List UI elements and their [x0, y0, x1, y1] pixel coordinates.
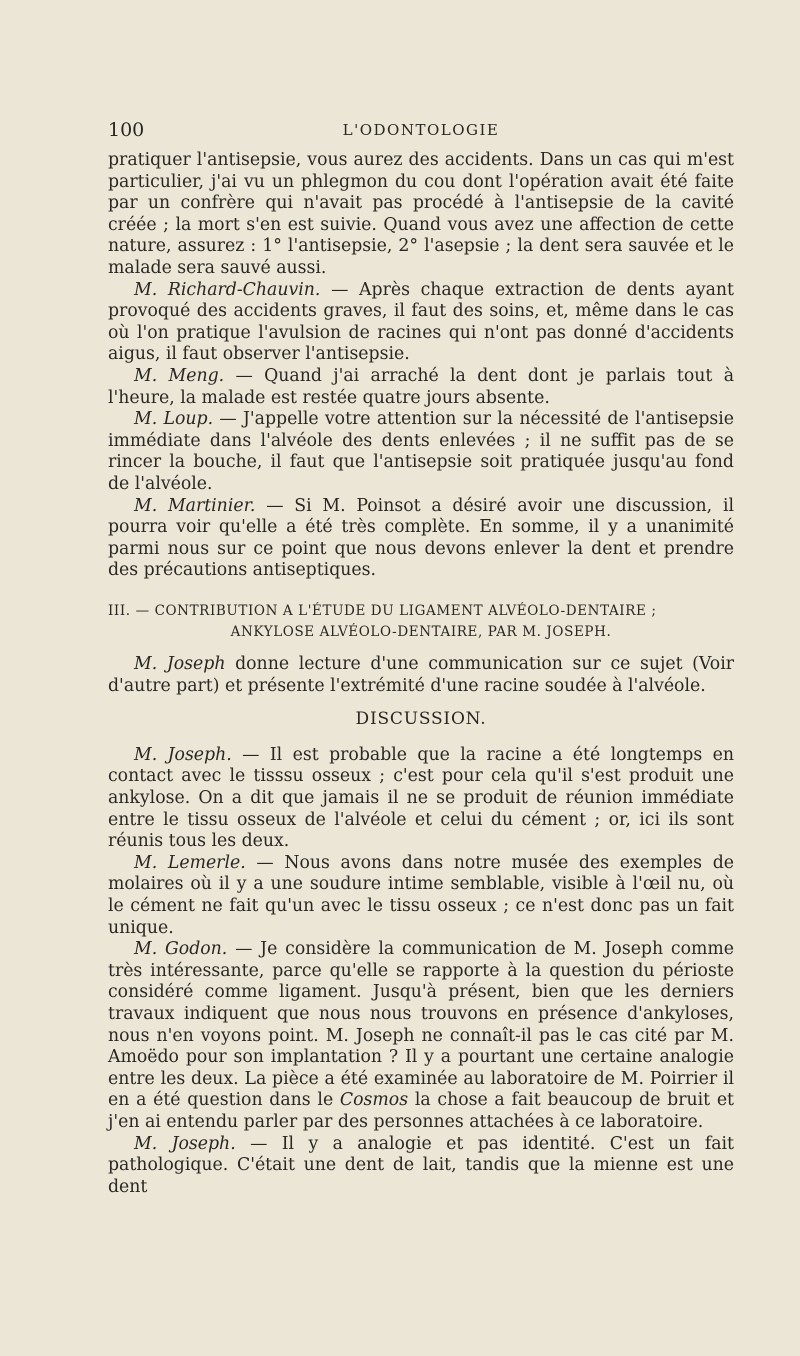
- lecture-paragraph: [108, 654, 734, 697]
- running-head: [108, 118, 734, 142]
- journal-citation: Cosmos: [339, 1090, 409, 1111]
- paragraph-text: — J'appelle votre attention sur la nécessité de l'antisepsie immédiate dans l'alvéole des dents enlevées ; il ne suffit pas de se rincer la bouche, il faut que l'antisepsie soit pratiquée jusqu'au fond de l'alvéole.: [108, 409, 735, 494]
- speaker-name: M. Meng.: [134, 365, 225, 386]
- paragraph-text: pratiquer l'antisepsie, vous aurez des accidents. Dans un cas qui m'est particulier, j'ai vu un phlegmon du cou dont l'opération avait été faite par un confrère qui n'avait pas procédé à l'antisepsie de la cavité créée ; la mort s'en est suivie. Quand vous avez une affection de cette nature, assurez : 1° l'antisepsie, 2° l'asepsie ; la dent sera sauvée et le malade sera sauvé aussi.: [108, 150, 734, 278]
- journal-title: L'ODONTOLOGIE: [342, 121, 500, 139]
- paragraph: [108, 496, 734, 582]
- page-number: 100: [108, 119, 145, 141]
- section-heading: [108, 601, 734, 644]
- discussion-paragraph: [108, 853, 734, 939]
- paragraph: [108, 366, 734, 409]
- speaker-name: M. Loup.: [134, 409, 214, 430]
- speaker-name: M. Martinier.: [134, 495, 256, 516]
- body-text: [108, 150, 734, 1198]
- paragraph: [108, 409, 734, 495]
- discussion-paragraph: [108, 745, 734, 853]
- speaker-name: M. Joseph: [134, 654, 226, 675]
- paragraph-text: donne lecture d'une communication sur ce sujet (Voir d'autre part) et présente l'extrémité d'une racine soudée à l'alvéole.: [108, 654, 734, 696]
- discussion-heading: DISCUSSION.: [355, 709, 487, 730]
- paragraph-text: — Si M. Poinsot a désiré avoir une discussion, il pourra voir qu'elle a été très complète. En somme, il y a unanimité parmi nous sur ce point que nous devons enlever la dent et prendre des précautions antiseptiques.: [108, 495, 734, 581]
- paragraph-text: — Nous avons dans notre musée des exemples de molaires où il y a une soudure intime semblable, visible à l'œil nu, où le cément ne fait qu'un avec le tissu osseux ; ce n'est donc pas un fait unique.: [108, 852, 734, 938]
- paragraph-text: — Il est probable que la racine a été longtemps en contact avec le tisssu osseux ; c'est pour cela qu'il s'est produit une ankylose. On a dit que jamais il ne se produit de réunion immédiate entre le tissu osseux de l'alvéole et celui du cément ; or, ici ils sont réunis tous les deux.: [108, 744, 735, 852]
- speaker-name: M. Lemerle.: [134, 852, 246, 873]
- paragraph-text: — Je considère la communication de M. Joseph comme très intéressante, parce qu'elle se rapporte à la question du périoste considéré comme ligament. Jusqu'à présent, bien que les derniers travaux indiquent que nous nous trouvons en présence d'ankyloses, nous n'en voyons point. M. Joseph ne connaît-il pas le cas cité par M. Amoëdo pour son implantation ? Il y a pourtant une certaine analogie entre les deux. La pièce a été examinée au laboratoire de M. Poirrier il en a été question dans le: [108, 939, 734, 1111]
- section-heading-line-2: ANKYLOSE ALVÉOLO-DENTAIRE, PAR M. JOSEPH.: [230, 624, 612, 641]
- paragraph: [108, 280, 734, 366]
- paragraph-text: — Il y a analogie et pas identité. C'est un fait pathologique. C'était une dent de lait, tandis que la mienne est une dent: [108, 1133, 734, 1197]
- paragraph: [108, 150, 734, 280]
- speaker-name: M. Richard-Chauvin.: [134, 279, 321, 300]
- speaker-name: M. Joseph.: [134, 1133, 236, 1154]
- speaker-name: M. Joseph.: [134, 744, 232, 765]
- paragraph-text: — Quand j'ai arraché la dent dont je parlais tout à l'heure, la malade est restée quatre jours absente.: [108, 365, 734, 408]
- discussion-paragraph: [108, 939, 734, 1133]
- section-heading-line-1: III. — CONTRIBUTION A L'ÉTUDE DU LIGAMENT ALVÉOLO-DENTAIRE ;: [108, 602, 657, 619]
- speaker-name: M. Godon.: [134, 939, 228, 960]
- discussion-paragraph: [108, 1134, 734, 1199]
- paragraph-text: — Après chaque extraction de dents ayant provoqué des accidents graves, il faut des soins, et, même dans le cas où l'on pratique l'avulsion de racines qui n'ont pas donné d'accidents aigus, il faut observer l'antisepsie.: [108, 279, 734, 365]
- paragraph-text: la chose a fait beaucoup de bruit et j'en ai entendu parler par des personnes attachées à ce laboratoire.: [108, 1090, 734, 1132]
